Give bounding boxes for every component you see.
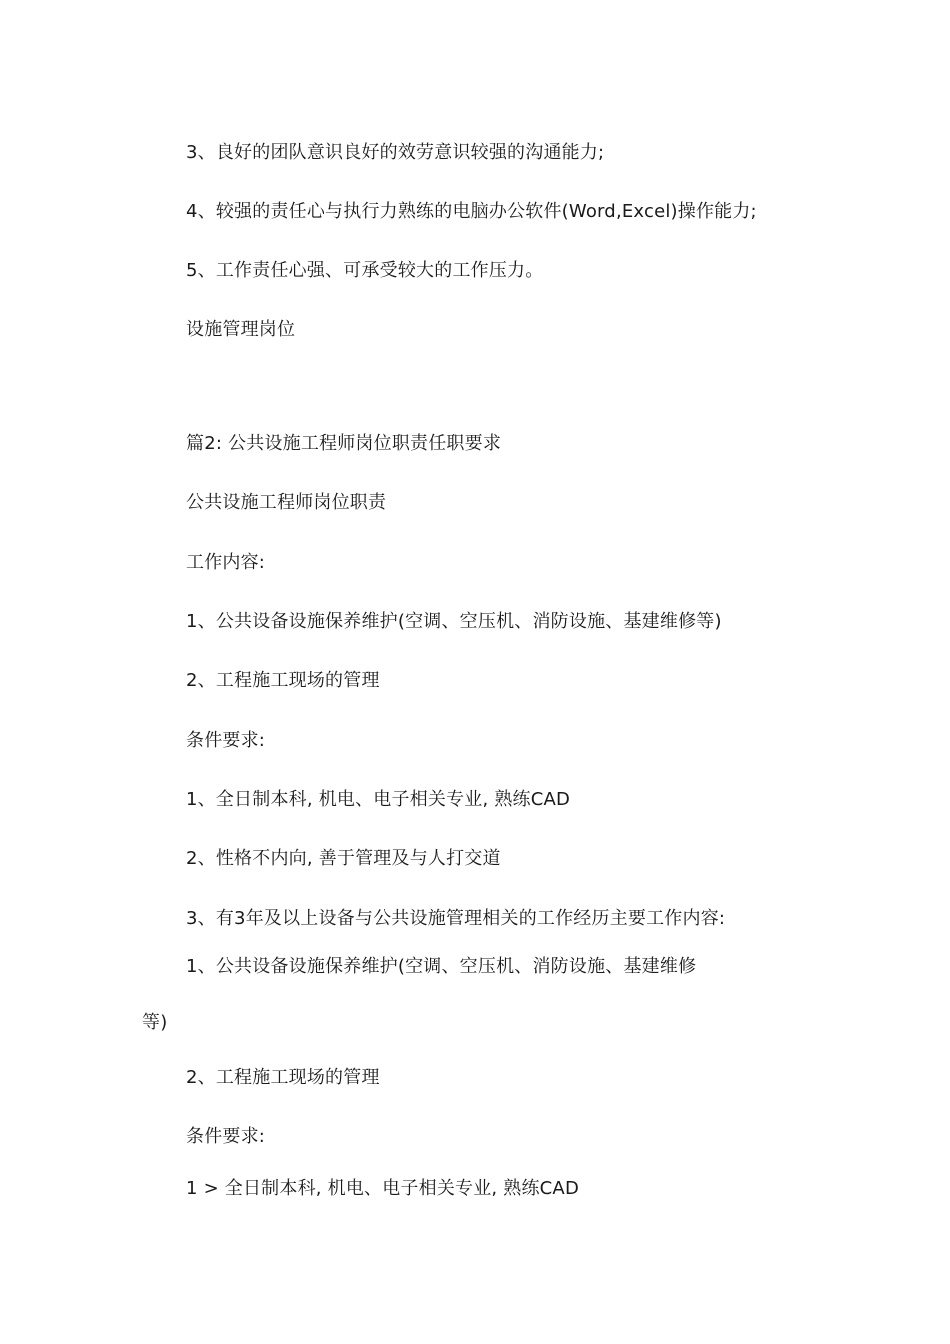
- conditions-heading: 条件要求:: [186, 730, 266, 751]
- condition-item-2: 2、性格不内向, 善于管理及与人打交道: [186, 848, 501, 869]
- work-content-heading: 工作内容:: [186, 552, 266, 573]
- requirement-item-3: 3、良好的团队意识良好的效劳意识较强的沟通能力;: [186, 142, 605, 163]
- condition-item-1-repeat: 1 > 全日制本科, 机电、电子相关专业, 熟练CAD: [186, 1178, 580, 1199]
- article-title: 篇2: 公共设施工程师岗位职责任职要求: [186, 433, 502, 454]
- conditions-heading-repeat: 条件要求:: [186, 1126, 266, 1147]
- work-item-1-repeat-continuation: 等): [142, 1012, 168, 1033]
- condition-item-1: 1、全日制本科, 机电、电子相关专业, 熟练CAD: [186, 789, 571, 810]
- work-item-1-repeat: 1、公共设备设施保养维护(空调、空压机、消防设施、基建维修: [186, 956, 697, 977]
- condition-item-3: 3、有3年及以上设备与公共设施管理相关的工作经历主要工作内容:: [186, 908, 726, 929]
- section-heading-facility-position: 设施管理岗位: [186, 319, 296, 340]
- work-item-2-repeat: 2、工程施工现场的管理: [186, 1067, 380, 1088]
- requirement-item-5: 5、工作责任心强、可承受较大的工作压力。: [186, 260, 544, 281]
- work-item-2: 2、工程施工现场的管理: [186, 670, 380, 691]
- requirement-item-4: 4、较强的责任心与执行力熟练的电脑办公软件(Word,Excel)操作能力;: [186, 201, 757, 222]
- article-subtitle: 公共设施工程师岗位职责: [186, 492, 387, 513]
- work-item-1: 1、公共设备设施保养维护(空调、空压机、消防设施、基建维修等): [186, 611, 722, 632]
